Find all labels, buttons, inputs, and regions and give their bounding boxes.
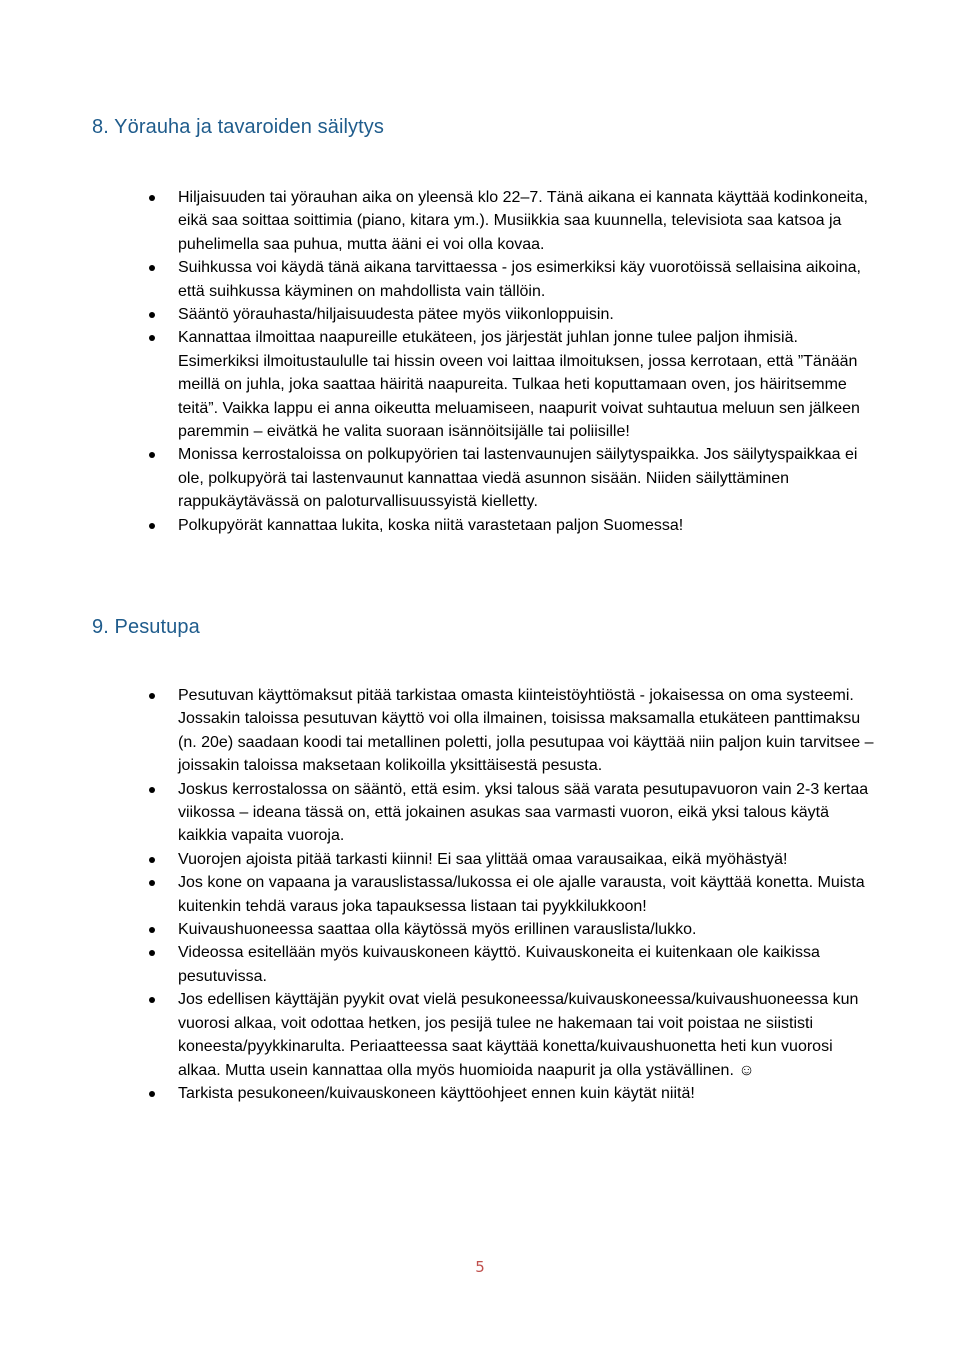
list-item-text: Monissa kerrostaloissa on polkupyörien tai lastenvaunujen säilytyspaikka. Jos säilytyspaikkaa ei ole, polkupyörä tai lastenvaunut kannattaa viedä asunnon sisään. Niiden säilyttäminen rappukäytävässä on paloturvallisuussyistä kielletty.	[178, 446, 858, 511]
list-item-text: Tarkista pesukoneen/kuivauskoneen käyttöohjeet ennen kuin käytät niitä!	[178, 1084, 695, 1102]
list-item	[139, 514, 879, 537]
bullet-icon	[149, 452, 155, 458]
list-item	[139, 1082, 879, 1105]
list-item-text: Polkupyörät kannattaa lukita, koska niitä varastetaan paljon Suomessa!	[178, 516, 684, 534]
list-item	[139, 918, 879, 941]
section-8-heading: 8. Yörauha ja tavaroiden säilytys	[92, 116, 384, 138]
list-item-text: Kannattaa ilmoittaa naapureille etukäteen, jos järjestät juhlan jonne tulee paljon ihmisiä. Esimerkiksi ilmoitustaululle tai hissin oveen voi laittaa ilmoituksen, jossa kerrotaan, että ”Tänään meillä on juhla, joka saattaa häiritä naapureita. Tulkaa heti koputtamaan oven, jos häiritsemme teitä”. Vaikka lappu ei anna oikeutta meluamiseen, naapurit voivat suhtautua meluun sen jälkeen paremmin – eivätkä he valita suoraan isännöitsijälle tai poliisille!	[178, 329, 860, 441]
list-item-text: Jos edellisen käyttäjän pyykit ovat vielä pesukoneessa/kuivauskoneessa/kuivaushuoneessa kun vuorosi alkaa, voit odottaa hetken, jos pesijä tulee ne hakemaan tai voit poistaa ne siististi koneesta/pyykkinarulta. Periaatteessa saat käyttää konetta/kuivaushuonetta heti kun vuorosi alkaa. Mutta usein kannattaa olla myös huomioida naapurit ja olla ystävällinen. ☺	[178, 991, 859, 1079]
list-item-text: Videossa esitellään myös kuivauskoneen käyttö. Kuivauskoneita ei kuitenkaan ole kaikissa pesutuvissa.	[178, 944, 820, 985]
section-8-list	[139, 186, 879, 537]
list-item	[139, 326, 879, 443]
list-item-text: Kuivaushuoneessa saattaa olla käytössä myös erillinen varauslista/lukko.	[178, 921, 697, 939]
bullet-icon	[149, 693, 155, 699]
list-item	[139, 848, 879, 871]
list-item	[139, 256, 879, 303]
bullet-icon	[149, 335, 155, 341]
bullet-icon	[149, 523, 155, 529]
list-item-text: Pesutuvan käyttömaksut pitää tarkistaa omasta kiinteistöyhtiöstä - jokaisessa on oma systeemi. Jossakin taloissa pesutuvan käyttö voi olla ilmainen, toisissa maksamalla etukäteen panttimaksu (n. 20e) saadaan koodi tai metallinen poletti, jolla pesutupaa voi käyttää niin paljon kuin tarvitsee – joissakin taloissa maksetaan kolikoilla yksittäisestä pesusta.	[178, 687, 874, 775]
list-item	[139, 443, 879, 513]
list-item	[139, 186, 879, 256]
bullet-icon	[149, 857, 155, 863]
list-item-text: Suihkussa voi käydä tänä aikana tarvittaessa - jos esimerkiksi käy vuorotöissä sellaisina aikoina, että suihkussa käyminen on mahdollista vain tällöin.	[178, 259, 861, 300]
list-item-text: Sääntö yörauhasta/hiljaisuudesta pätee myös viikonloppuisin.	[178, 306, 614, 324]
list-item	[139, 988, 879, 1082]
list-item	[139, 778, 879, 848]
bullet-icon	[149, 997, 155, 1003]
bullet-icon	[149, 195, 155, 201]
bullet-icon	[149, 787, 155, 793]
bullet-icon	[149, 312, 155, 318]
list-item	[139, 684, 879, 778]
bullet-icon	[149, 265, 155, 271]
list-item	[139, 303, 879, 326]
bullet-icon	[149, 927, 155, 933]
bullet-icon	[149, 1091, 155, 1097]
section-9-heading: 9. Pesutupa	[92, 616, 200, 638]
bullet-icon	[149, 950, 155, 956]
list-item-text: Jos kone on vapaana ja varauslistassa/lukossa ei ole ajalle varausta, voit käyttää konetta. Muista kuitenkin tehdä varaus joka tapauksessa listaan tai pyykkilukkoon!	[178, 874, 865, 915]
bullet-icon	[149, 880, 155, 886]
list-item-text: Joskus kerrostalossa on sääntö, että esim. yksi talous sää varata pesutupavuoron vain 2-3 kertaa viikossa – ideana tässä on, että jokainen asukas saa varmasti vuoron, eikä yksi talous käytä kaikkia vapaita vuoroja.	[178, 780, 869, 845]
page-number: 5	[475, 1258, 485, 1276]
list-item	[139, 941, 879, 988]
section-9-list	[139, 684, 879, 1105]
list-item	[139, 871, 879, 918]
list-item-text: Vuorojen ajoista pitää tarkasti kiinni! Ei saa ylittää omaa varausaikaa, eikä myöhästyä!	[178, 850, 788, 868]
list-item-text: Hiljaisuuden tai yörauhan aika on yleensä klo 22–7. Tänä aikana ei kannata käyttää kodinkoneita, eikä saa soittaa soittimia (piano, kitara ym.). Musiikkia saa kuunnella, televisiota saa katsoa ja puhelimella saa puhua, mutta ääni ei voi olla kovaa.	[178, 189, 868, 253]
